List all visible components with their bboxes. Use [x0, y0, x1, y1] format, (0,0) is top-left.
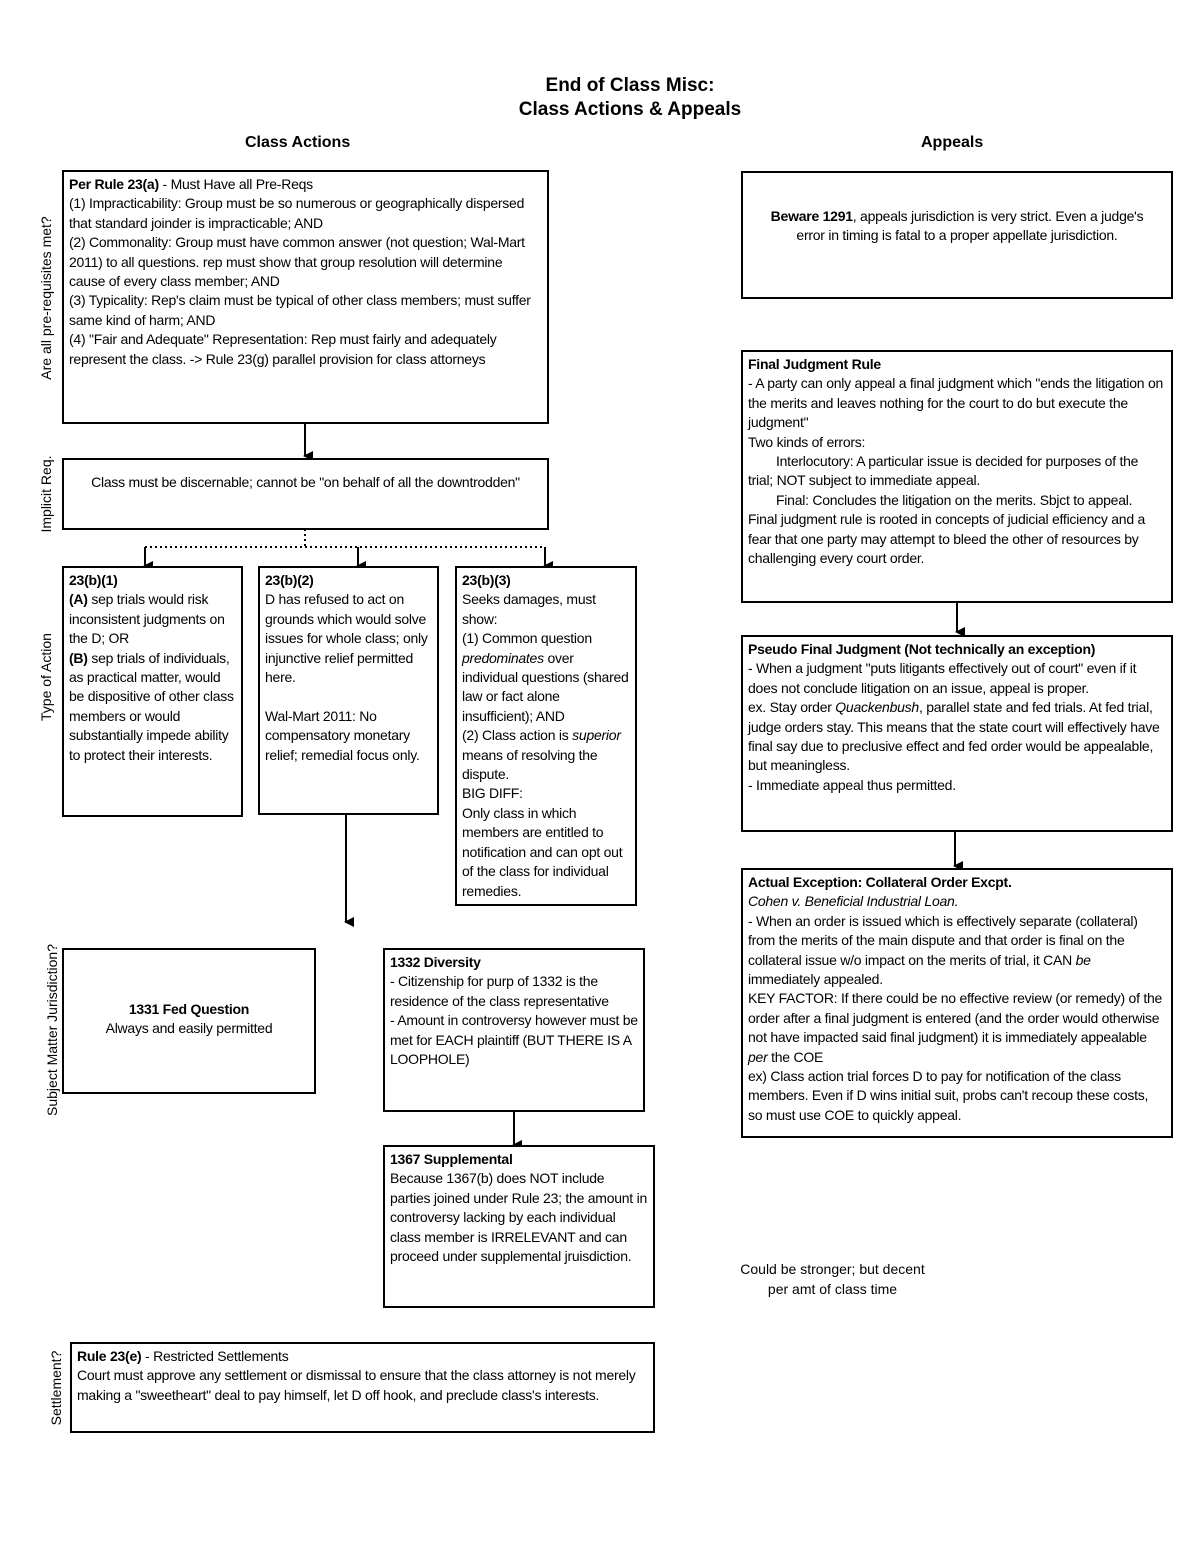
implicit-req-box: [62, 458, 549, 530]
collateral-order-box: Actual Exception: Collateral Order Excpt. Cohen v. Beneficial Industrial Loan. - When an order is issued which is effectively separate (collateral) from the merits of the main dispute and that order is final on the collateral issue w/o impact on the merits of trial, it CAN be immediately appealed. KEY FACTOR: If there could be no effective review (or remedy) of the order after a final judgment is entered (and the order would otherwise not have impacted said final judgment) it is immediately appealable per the COE ex) Class action trial forces D to pay for notification of the class members. Even if D wins initial suit, probs can't recoup these costs, so must use COE to quickly appeal.: [741, 868, 1173, 1138]
impracticability-item: (1) Impracticability: Group must be so numerous or geographically dispersed that standard joinder is impracticable; AND: [69, 195, 525, 231]
supplemental-box: 1367 Supplemental Because 1367(b) does NOT include parties joined under Rule 23; the amount in controversy lacking by each individual class member is IRRELEVANT and can proceed under supplemental jruisdiction.: [383, 1145, 655, 1308]
rule-23b1-box: 23(b)(1) (A) sep trials would risk inconsistent judgments on the D; OR (B) sep trials of individuals, as practical matter, would be dispositive of other class members or would substantially impede ability to protect their interests.: [62, 566, 243, 817]
closing-note: Could be stronger; but decent per amt of class time: [740, 1261, 925, 1297]
rule-23b3-heading: 23(b)(3): [462, 572, 511, 588]
implicit-req-text: Class must be discernable; cannot be "on behalf of all the downtrodden": [91, 474, 520, 490]
title-line-2: Class Actions & Appeals: [518, 99, 742, 120]
supplemental-heading: 1367 Supplemental: [390, 1151, 513, 1167]
final-judgment-heading: Final Judgment Rule: [748, 356, 881, 372]
rule-23a-heading: Per Rule 23(a): [69, 176, 159, 192]
final-judgment-box: Final Judgment Rule - A party can only appeal a final judgment which "ends the litigation on the merits and leaves nothing for the court to do but execute the judgment" Two kinds of errors: Interlocutory: A particular issue is decided for purposes of the trial; NOT subject to immediate appeal. Final: Concludes the litigation on the merits. Sbjct to appeal. Final judgment rule is rooted in concepts of judicial efficiency and a fear that one party may attempt to bleed the other of resources by challenging every court order.: [741, 350, 1173, 603]
label-subject-matter-jurisdiction: Subject Matter Jurisdiction?: [44, 944, 60, 1116]
label-implicit-req: Implicit Req.: [38, 455, 54, 533]
label-type-of-action: Type of Action: [38, 633, 54, 721]
diversity-box: 1332 Diversity - Citizenship for purp of 1332 is the residence of the class representative - Amount in controversy however must be met for EACH plaintiff (BUT THERE IS A LOOPHOLE): [383, 948, 645, 1112]
pseudo-final-judgment-box: Pseudo Final Judgment (Not technically an exception) - When a judgment "puts litigants effectively out of court" even if it does not conclude litigation on an issue, appeal is proper. ex. Stay order Quackenbush, parallel state and fed trials. At fed trial, judge orders stay. This means that the state court will effectively have final say due to preclusive effect and fed order would be appealable, but meaningless. - Immediate appeal thus permitted.: [741, 635, 1173, 832]
settlement-box: Rule 23(e) - Restricted Settlements Court must approve any settlement or dismissal to ensure that the class attorney is not merely making a "sweetheart" deal to pay himself, let D off hook, and preclude class's interests.: [70, 1342, 655, 1433]
rule-23b1-heading: 23(b)(1): [69, 572, 118, 588]
settlement-heading: Rule 23(e): [77, 1348, 142, 1364]
typicality-item: (3) Typicality: Rep's claim must be typical of other class members; must suffer same kind of harm; AND: [69, 292, 531, 328]
title-line-1: End of Class Misc:: [545, 75, 715, 96]
fed-question-heading: 1331 Fed Question: [128, 1001, 250, 1017]
diversity-heading: 1332 Diversity: [390, 954, 481, 970]
representation-item: (4) "Fair and Adequate" Representation: Rep must fairly and adequately represent the class. -> Rule 23(g) parallel provision for class attorneys: [69, 331, 497, 367]
label-prerequisites: Are all pre-requisites met?: [38, 216, 54, 380]
collateral-order-heading: Actual Exception: Collateral Order Excpt.: [748, 874, 1012, 890]
rule-23b2-box: 23(b)(2) D has refused to act on grounds which would solve issues for whole class; only injunctive relief permitted here. Wal-Mart 2011: No compensatory monetary relief; remedial focus only.: [258, 566, 439, 815]
label-settlement: Settlement?: [48, 1350, 64, 1426]
rule-23b2-heading: 23(b)(2): [265, 572, 314, 588]
rule-23b3-box: 23(b)(3) Seeks damages, must show: (1) Common question predominates over individual questions (shared law or fact alone insufficient); AND (2) Class action is superior means of resolving the dispute. BIG DIFF: Only class in which members are entitled to notification and can opt out of the class for individual remedies.: [455, 566, 637, 906]
pseudo-final-judgment-heading: Pseudo Final Judgment (Not technically an exception): [748, 641, 1096, 657]
rule-23a-box: Per Rule 23(a) - Must Have all Pre-Reqs (1) Impracticability: Group must be so numerous or geographically dispersed that standard joinder is impracticable; AND (2) Commonality: Group must have common answer (not question; Wal-Mart 2011) to all questions. rep must show that group resolution will determine cause of every class member; AND (3) Typicality: Rep's claim must be typical of other class members; must suffer same kind of harm; AND (4) "Fair and Adequate" Representation: Rep must fairly and adequately represent the class. -> Rule 23(g) parallel provision for class attorneys: [62, 170, 549, 424]
commonality-item: (2) Commonality: Group must have common answer (not question; Wal-Mart 2011) to all questions. rep must show that group resolution will determine cause of every class member; AND: [69, 234, 525, 290]
appeals-heading: Appeals: [921, 134, 984, 151]
beware-1291-heading: Beware 1291: [770, 208, 853, 224]
beware-1291-box: Beware 1291, appeals jurisdiction is very strict. Even a judge's error in timing is fatal to a proper appellate jurisdiction.: [741, 171, 1173, 299]
fed-question-box: 1331 Fed Question Always and easily permitted: [62, 948, 316, 1094]
cohen-case-name: Cohen v. Beneficial Industrial Loan.: [748, 893, 959, 910]
class-actions-heading: Class Actions: [245, 134, 351, 151]
